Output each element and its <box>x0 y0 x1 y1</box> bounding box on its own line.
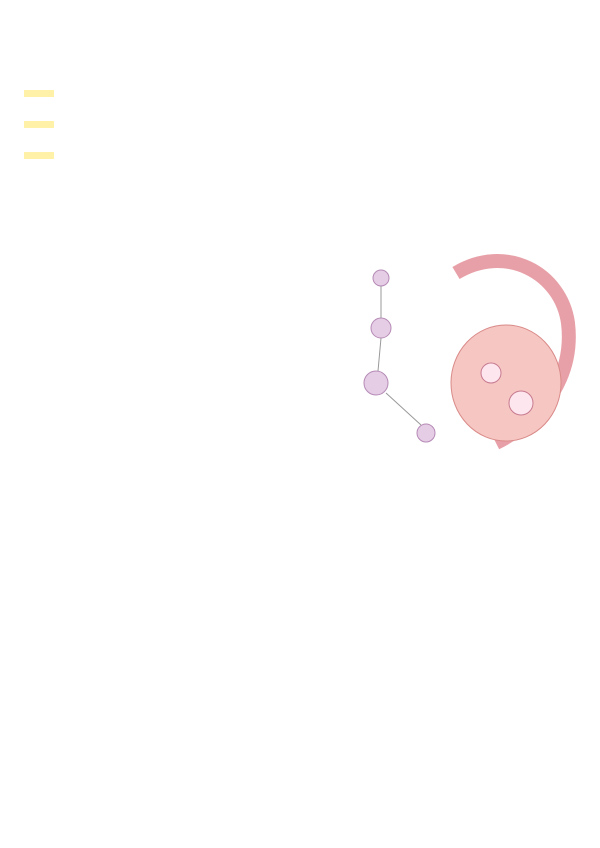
paragraph <box>24 187 576 194</box>
section-heading <box>24 198 576 208</box>
subsection-heading <box>24 175 576 185</box>
subsection-heading <box>24 59 576 69</box>
connector-line <box>378 286 421 425</box>
text-and-figure-row <box>24 233 576 463</box>
follicle-shape <box>481 363 501 383</box>
cell-shape <box>417 424 435 442</box>
paragraph <box>24 48 576 55</box>
ovary-illustration <box>346 233 576 463</box>
follicle-shape <box>509 391 533 415</box>
paragraph <box>24 210 576 217</box>
text-column <box>24 233 338 463</box>
highlighted-label <box>24 90 54 97</box>
paragraph <box>24 164 576 171</box>
paragraph <box>24 133 576 140</box>
footer <box>24 835 576 842</box>
cell-shape <box>373 270 389 286</box>
highlighted-label <box>24 121 54 128</box>
paragraph <box>24 233 338 240</box>
section-heading <box>24 36 576 46</box>
page-title <box>24 18 576 30</box>
ovary-shape <box>451 325 561 441</box>
cell-shape <box>371 318 391 338</box>
paragraph <box>24 835 576 842</box>
highlighted-label <box>24 152 54 159</box>
paragraph <box>24 71 576 78</box>
paragraph <box>24 102 576 109</box>
cell-shape <box>364 371 388 395</box>
subsection-heading <box>24 221 576 231</box>
